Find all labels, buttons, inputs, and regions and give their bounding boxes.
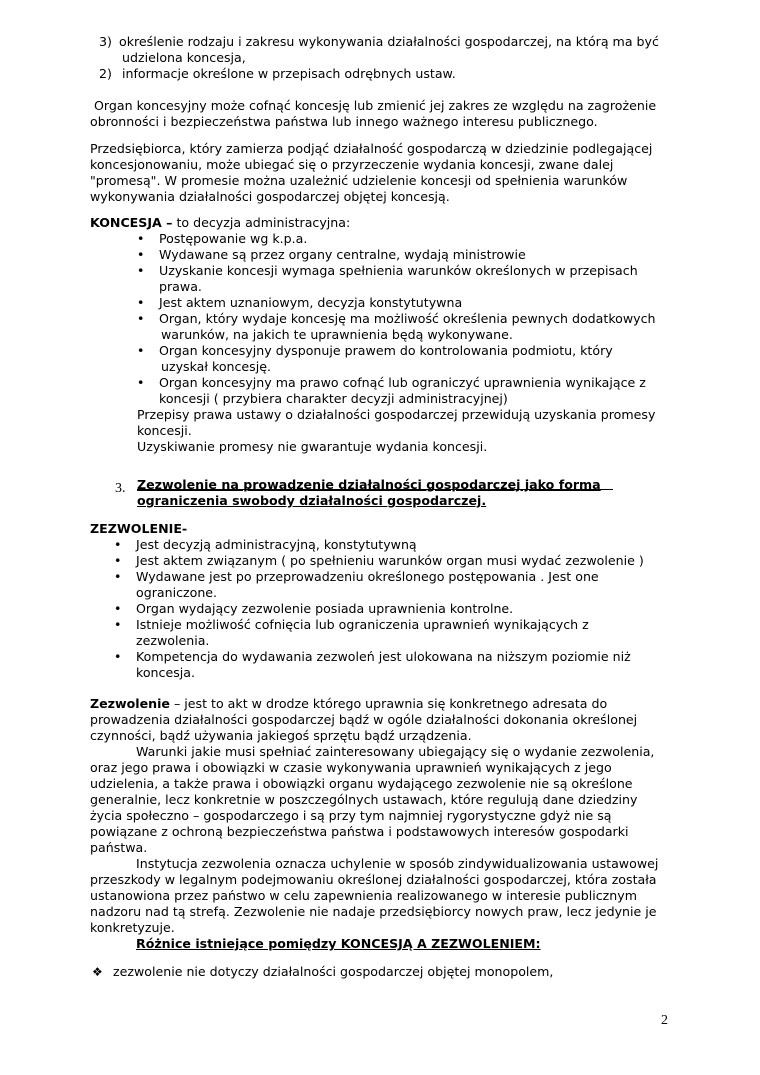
list-item-continuation: warunków, na jakich te uprawnienia będą wykonywane. bbox=[161, 327, 513, 342]
paragraph-line: prowadzenia działalności gospodarczej bądź w ogóle działalności dokonania określonej bbox=[90, 712, 638, 727]
section-number: 3. bbox=[115, 481, 126, 496]
differences-heading: Różnice istniejące pomiędzy KONCESJĄ A ZEZWOLENIEM: bbox=[136, 936, 541, 951]
list-item: zezwolenie nie dotyczy działalności gospodarczej objętej monopolem, bbox=[113, 964, 554, 979]
zezwolenie-heading: ZEZWOLENIE- bbox=[90, 521, 188, 536]
koncesja-definition-text: to decyzja administracyjna: bbox=[172, 215, 351, 230]
section-heading-line: Zezwolenie na prowadzenie działalności gospodarczej jako forma bbox=[137, 477, 601, 492]
paragraph-line: Warunki jakie musi spełniać zainteresowany ubiegający się o wydanie zezwolenia, bbox=[136, 744, 655, 759]
paragraph-line: czynności, bądź używania jakiegoś sprzętu bądź urządzenia. bbox=[90, 728, 472, 743]
list-item: • Uzyskanie koncesji wymaga spełnienia warunków określonych w przepisach bbox=[159, 263, 638, 279]
paragraph-line: oraz jego prawa i obowiązki w czasie wykonywania uprawnień wynikających z jego bbox=[90, 760, 612, 775]
paragraph-line: konkretyzuje. bbox=[90, 920, 175, 935]
paragraph-line: przeszkody w legalnym podejmowaniu określonej działalności gospodarczej, która została bbox=[90, 872, 657, 887]
list-item: • Kompetencja do wydawania zezwoleń jest ulokowana na niższym poziomie niż bbox=[136, 649, 631, 665]
paragraph-line: Przedsiębiorca, który zamierza podjąć działalność gospodarczą w dziedzinie podlegającej bbox=[90, 141, 653, 156]
paragraph-line: generalnie, lecz konkretnie w poszczególnych ustawach, które regulują dane dziedziny bbox=[90, 792, 638, 807]
section-heading-line: ograniczenia swobody działalności gospodarczej. bbox=[137, 493, 487, 508]
paragraph-line: wykonywania działalności gospodarczej objętej koncesją. bbox=[90, 189, 450, 204]
heading-underline-rule bbox=[137, 489, 613, 490]
list-item: • Organ, który wydaje koncesję ma możliwość określenia pewnych dodatkowych bbox=[159, 311, 656, 327]
list-item-continuation: ograniczone. bbox=[136, 585, 218, 600]
zezwolenie-definition-text: – jest to akt w drodze którego uprawnia się konkretnego adresata do bbox=[169, 696, 608, 711]
diamond-bullet-icon: ❖ bbox=[92, 965, 103, 979]
list-item: • Wydawane jest po przeprowadzeniu określonego postępowania . Jest one bbox=[136, 569, 599, 585]
list-item-continuation: zezwolenia. bbox=[136, 633, 210, 648]
zezwolenie-term: Zezwolenie bbox=[90, 696, 170, 711]
list-number: 2) bbox=[99, 66, 112, 81]
list-item-continuation: uzyskał koncesję. bbox=[161, 359, 271, 374]
koncesja-note: Przepisy prawa ustawy o działalności gospodarczej przewidują uzyskania promesy bbox=[137, 407, 656, 422]
list-item: • Postępowanie wg k.p.a. bbox=[159, 231, 307, 247]
list-number: 3) bbox=[99, 34, 112, 49]
list-item: • Jest aktem związanym ( po spełnieniu warunków organ musi wydać zezwolenie ) bbox=[136, 553, 644, 569]
list-item-line: określenie rodzaju i zakresu wykonywania działalności gospodarczej, na którą ma być bbox=[119, 34, 659, 49]
list-item: • Organ koncesyjny ma prawo cofnąć lub ograniczyć uprawnienia wynikające z bbox=[159, 375, 646, 391]
paragraph-line: udzielenia, a także prawa i obowiązki organu wydającego zezwolenie nie są określone bbox=[90, 776, 633, 791]
paragraph-line: życia społeczno – gospodarczego i są przy tym najmniej rygorystyczne gdyż nie są bbox=[90, 808, 612, 823]
paragraph-line: "promesą". W promesie można uzależnić udzielenie koncesji od spełnienia warunków bbox=[90, 173, 628, 188]
zezwolenie-definition bbox=[90, 696, 607, 712]
koncesja-note: koncesji. bbox=[137, 423, 192, 438]
koncesja-term: KONCESJA – bbox=[90, 215, 173, 230]
koncesja-note: Uzyskiwanie promesy nie gwarantuje wydania koncesji. bbox=[137, 439, 488, 454]
paragraph-line: nadzoru nad tą strefą. Zezwolenie nie nadaje przedsiębiorcy nowych praw, lecz jedynie je bbox=[90, 904, 657, 919]
paragraph-line: państwa. bbox=[90, 840, 148, 855]
paragraph-line: obronności i bezpieczeństwa państwa lub innego ważnego interesu publicznego. bbox=[90, 114, 598, 129]
paragraph-line: powiązane z ochroną bezpieczeństwa państwa i podstawowych interesów gospodarki bbox=[90, 824, 629, 839]
list-item: • Jest decyzją administracyjną, konstytutywną bbox=[136, 537, 417, 553]
list-item: • Istnieje możliwość cofnięcia lub ograniczenia uprawnień wynikających z bbox=[136, 617, 589, 633]
paragraph-line: Organ koncesyjny może cofnąć koncesję lub zmienić jej zakres ze względu na zagrożenie bbox=[94, 98, 657, 113]
koncesja-definition bbox=[90, 215, 350, 231]
list-item-continuation: koncesja. bbox=[136, 665, 195, 680]
list-item-continuation: prawa. bbox=[159, 279, 202, 294]
paragraph-line: koncesjonowaniu, może ubiegać się o przyrzeczenie wydania koncesji, zwane dalej bbox=[90, 157, 614, 172]
paragraph-line: Instytucja zezwolenia oznacza uchylenie w sposób zindywidualizowania ustawowej bbox=[136, 856, 659, 871]
list-item-continuation: koncesji ( przybiera charakter decyzji administracyjnej) bbox=[159, 391, 508, 406]
list-item-line: udzielona koncesja, bbox=[122, 50, 246, 65]
list-item-line: informacje określone w przepisach odrębnych ustaw. bbox=[122, 66, 456, 81]
list-item: • Jest aktem uznaniowym, decyzja konstytutywna bbox=[159, 295, 462, 311]
paragraph-line: ustanowiona przez państwo w celu zapewnienia realizowanego w interesie publicznym bbox=[90, 888, 637, 903]
list-item: • Organ wydający zezwolenie posiada uprawnienia kontrolne. bbox=[136, 601, 513, 617]
page-number: 2 bbox=[661, 1013, 668, 1028]
list-item: • Organ koncesyjny dysponuje prawem do kontrolowania podmiotu, który bbox=[159, 343, 613, 359]
list-item: • Wydawane są przez organy centralne, wydają ministrowie bbox=[159, 247, 526, 263]
